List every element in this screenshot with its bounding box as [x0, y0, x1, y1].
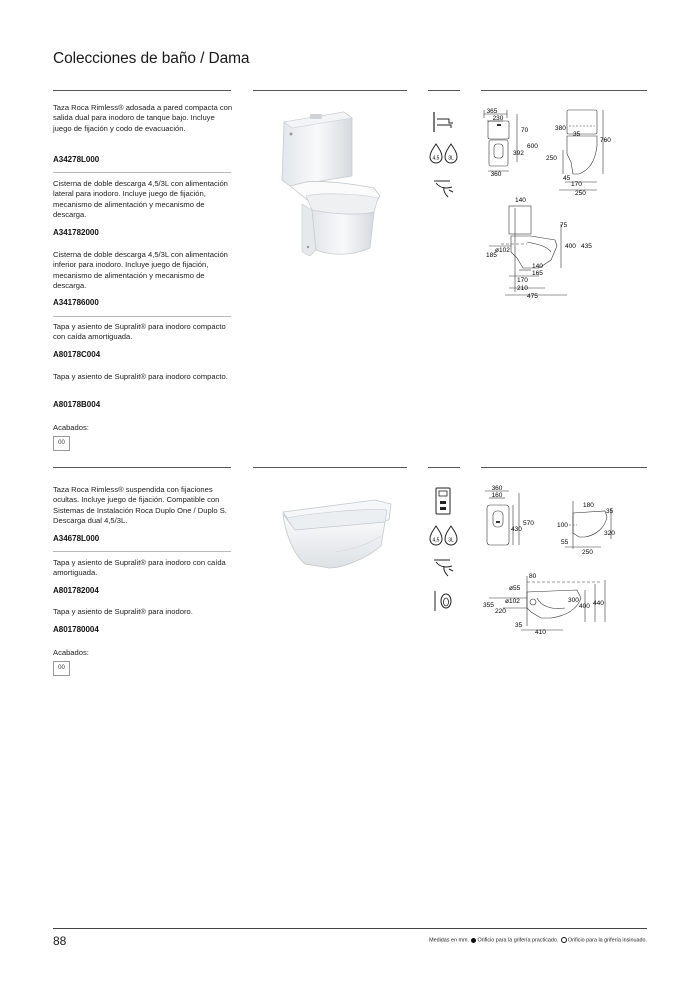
empty-circle-icon — [561, 937, 567, 943]
dimension-label: ø102 — [495, 247, 510, 254]
dimension-label: 80 — [529, 573, 537, 580]
dimension-label: 230 — [492, 115, 504, 122]
dimension-label: 600 — [527, 143, 538, 150]
product-code: A80178C004 — [53, 350, 101, 359]
rimless-flush-icon — [432, 557, 456, 579]
dimension-label: 475 — [527, 293, 538, 300]
dimension-label: 320 — [604, 530, 615, 537]
section1-top-rule — [53, 90, 231, 91]
product-code: A341786000 — [53, 298, 99, 307]
installation-frame-icon — [434, 487, 452, 515]
footer-note-marked: Orificio para la grifería insinuado. — [567, 937, 647, 944]
dimension-label: 140 — [532, 263, 543, 270]
product-description: Tapa y asiento de Supralit® para inodoro compacto con caída amortiguada. — [53, 322, 226, 342]
finish-swatch[interactable]: 00 — [53, 436, 70, 451]
product-code: A801780004 — [53, 625, 99, 634]
product-description: Tapa y asiento de Supralit® para inodoro compacto. — [53, 372, 228, 381]
dimension-label: 180 — [583, 502, 594, 509]
dimension-label: 400 — [565, 243, 576, 250]
footer-rule — [53, 928, 647, 929]
dimension-label: 360 — [491, 485, 503, 492]
product-code: A34678L000 — [53, 534, 100, 543]
dimension-label: 365 — [486, 108, 498, 115]
dimension-label: 300 — [568, 597, 579, 604]
dimension-label: 360 — [490, 171, 502, 178]
product-description: Cisterna de doble descarga 4,5/3L con alimentación lateral para inodoro. Incluye juego de fijación, mecanismo de alimentación y mecanismo de descarga. — [53, 179, 228, 220]
section2-top-rule-drawings — [481, 467, 647, 468]
dimension-label: 440 — [593, 600, 604, 607]
product-code: A341782000 — [53, 228, 99, 237]
section1-top-rule-image — [253, 90, 407, 91]
flush-volume-badge: 4,5 — [432, 155, 440, 162]
dimension-label: 35 — [573, 131, 581, 138]
dimension-label: 760 — [600, 137, 611, 144]
dimension-label: 400 — [579, 603, 590, 610]
dimension-label: 185 — [486, 252, 497, 259]
filled-circle-icon — [471, 938, 476, 943]
dimension-label: 55 — [561, 539, 569, 546]
section2-top-rule-icons — [428, 467, 460, 468]
technical-drawing-section-view — [481, 572, 611, 634]
dimension-label: 220 — [495, 608, 506, 615]
dimension-label: 170 — [571, 181, 582, 188]
product-description: Tapa y asiento de Supralit® para inodoro. — [53, 607, 193, 616]
product-code: A801782004 — [53, 586, 99, 595]
footer-legend — [429, 937, 647, 943]
dimension-label: 160 — [491, 492, 503, 499]
item-divider — [53, 172, 231, 173]
section1-top-rule-icons — [428, 90, 460, 91]
page-title: Colecciones de baño / Dama — [53, 50, 250, 67]
dimension-label: 45 — [563, 175, 571, 182]
footer-note-units: Medidas en mm. — [429, 937, 469, 944]
dimension-label: 70 — [521, 127, 529, 134]
dimension-label: ø55 — [509, 585, 521, 592]
wall-hung-bowl-icon — [433, 590, 455, 612]
dual-flush-drops-icon — [428, 142, 460, 166]
technical-drawing-section-view — [481, 196, 601, 300]
footer-note-drilled: Orificio para la grifería practicado. — [477, 937, 559, 944]
dimension-label: 355 — [483, 602, 494, 609]
dimension-label: 100 — [557, 522, 568, 529]
page-number: 88 — [53, 934, 67, 948]
section2-top-rule — [53, 467, 231, 468]
item-divider — [53, 316, 231, 317]
dimension-label: 35 — [515, 622, 523, 629]
flush-volume-badge: 3L — [448, 537, 454, 544]
dual-flush-drops-icon — [428, 524, 460, 548]
product-description: Cisterna de doble descarga 4,5/3L con alimentación inferior para inodoro. Incluye juego de fijación, mecanismo de alimentación y mecanismo de descarga. — [53, 250, 228, 291]
dimension-label: 35 — [606, 508, 614, 515]
dimension-label: 75 — [560, 222, 568, 229]
dimension-label: 435 — [581, 243, 592, 250]
dimension-label: 140 — [515, 197, 526, 204]
product-description: Taza Roca Rimless® suspendida con fijaciones ocultas. Incluye juego de fijación. Compatible con Sistemas de Instalación Roca Duplo One / Duplo S. Descarga dual 4,5/3L. — [53, 485, 227, 526]
finish-swatch[interactable]: 00 — [53, 661, 70, 676]
dimension-label: 165 — [532, 270, 543, 277]
dimension-label: 250 — [575, 190, 586, 196]
product-description: Tapa y asiento de Supralit® para inodoro con caída amortiguada. — [53, 558, 226, 578]
dimension-label: 570 — [523, 520, 534, 527]
floor-standing-wall-icon — [431, 111, 457, 133]
finishes-label: Acabados: — [53, 423, 89, 432]
dimension-label: 380 — [555, 125, 566, 132]
item-divider — [53, 551, 231, 552]
dimension-label: ø102 — [505, 598, 520, 605]
dimension-label: 410 — [535, 629, 546, 634]
product-image-wall-hung-toilet — [265, 492, 425, 582]
product-code: A34278L000 — [53, 155, 100, 164]
dimension-label: 170 — [517, 277, 528, 284]
finishes-label: Acabados: — [53, 648, 89, 657]
product-description: Taza Roca Rimless® adosada a pared compacta con salida dual para inodoro de tanque bajo. Incluye juego de fijación y codo de evacuación. — [53, 103, 233, 133]
technical-drawing-front-view — [481, 483, 541, 553]
dimension-label: 250 — [546, 155, 557, 162]
product-code: A80178B004 — [53, 400, 101, 409]
rimless-flush-icon — [432, 178, 456, 200]
dimension-label: 250 — [582, 549, 593, 556]
section2-top-rule-image — [253, 467, 407, 468]
section1-top-rule-drawings — [481, 90, 647, 91]
technical-drawing-side-view — [543, 106, 613, 196]
technical-drawing-side-view — [555, 499, 625, 559]
flush-volume-badge: 3L — [448, 155, 454, 162]
dimension-label: 430 — [511, 526, 522, 533]
dimension-label: 210 — [517, 285, 528, 292]
dimension-label: 392 — [513, 150, 524, 157]
flush-volume-badge: 4,5 — [432, 537, 440, 544]
product-image-close-coupled-toilet — [262, 100, 422, 280]
